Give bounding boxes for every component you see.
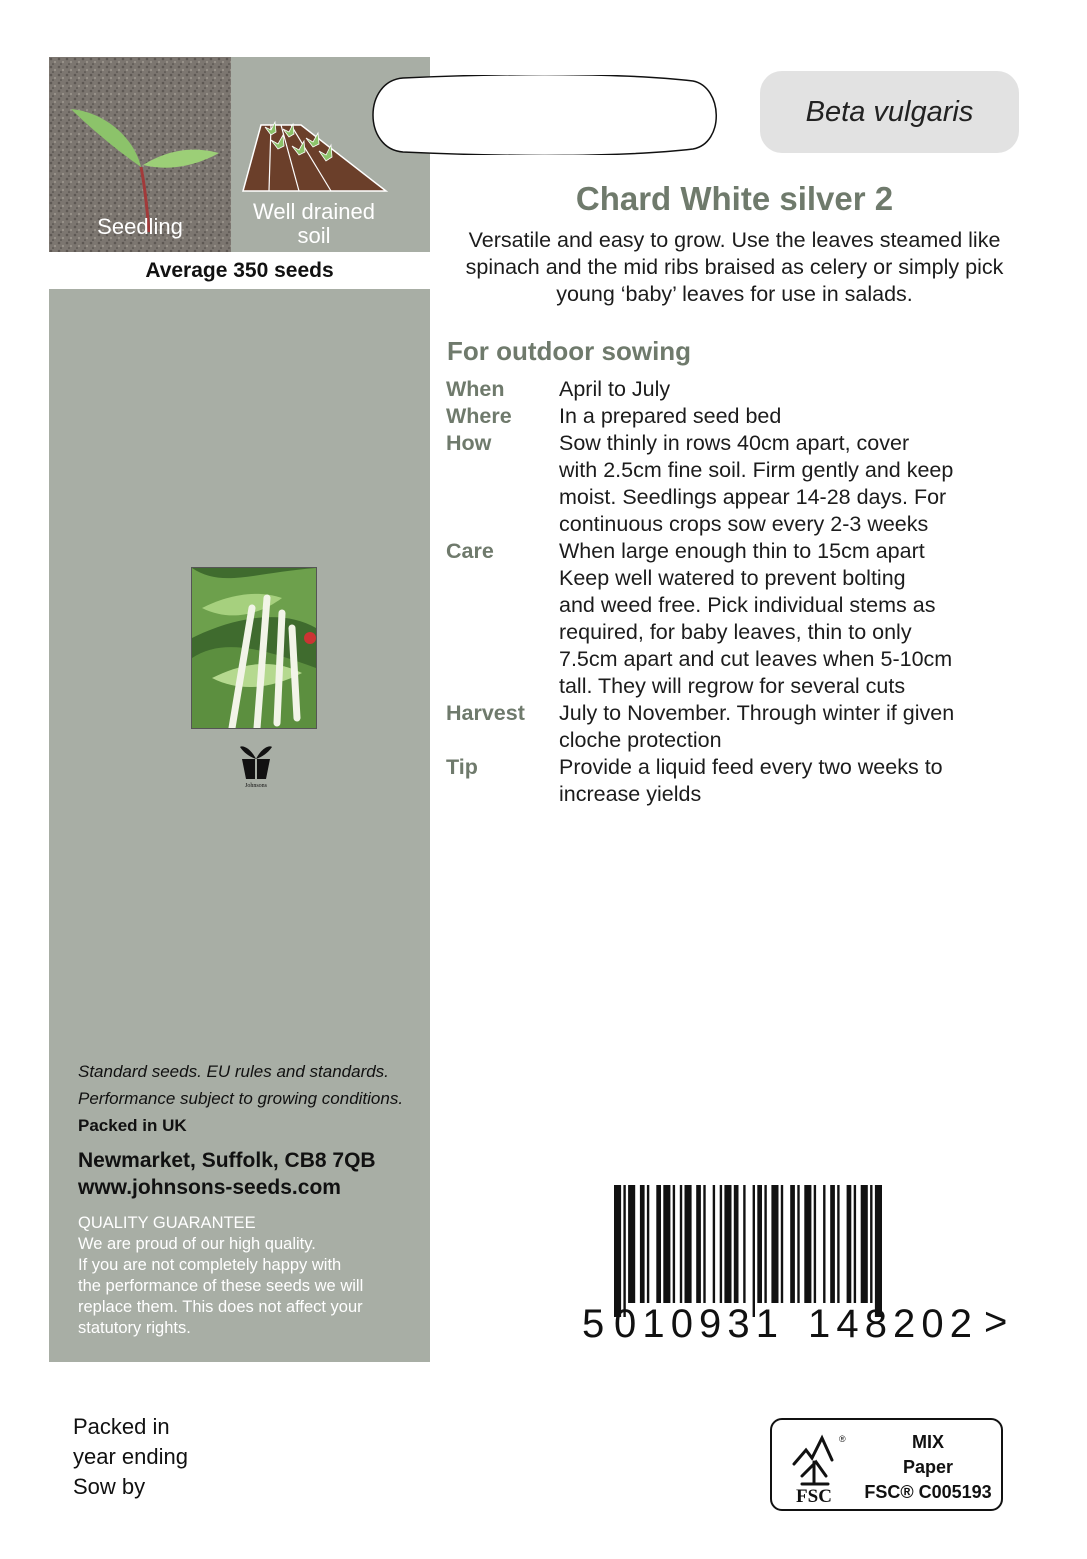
- packed-in-uk: Packed in UK: [78, 1116, 187, 1135]
- johnsons-logo: [234, 741, 278, 791]
- address-line: Newmarket, Suffolk, CB8 7QB: [78, 1149, 376, 1172]
- guarantee-line: the performance of these seeds we will: [78, 1277, 364, 1295]
- sowing-label: How: [446, 431, 492, 455]
- soil-label-line2: soil: [297, 223, 331, 248]
- sowing-label: Harvest: [446, 701, 525, 725]
- barcode-bar: [830, 1185, 835, 1303]
- product-title: Chard White silver 2: [575, 180, 894, 217]
- barcode-bar: [647, 1185, 649, 1303]
- barcode-bar: [703, 1185, 705, 1303]
- website: www.johnsons-seeds.com: [78, 1176, 341, 1199]
- barcode-bar: [753, 1185, 755, 1317]
- barcode-bar: [771, 1185, 778, 1303]
- barcode-bar: [790, 1185, 795, 1303]
- fsc-mix: MIX: [911, 1432, 944, 1452]
- barcode-bar: [734, 1185, 739, 1303]
- product-description: Versatile and easy to grow. Use the leaves steamed like spinach and the mid ribs braised as celery or simply pick young ‘baby’ leaves for use in salads.: [465, 228, 1004, 306]
- guarantee-line: If you are not completely happy with: [78, 1256, 342, 1274]
- sowing-label: When: [446, 377, 505, 401]
- legal-line-performance: Performance subject to growing conditions.: [78, 1089, 404, 1108]
- guarantee-line: We are proud of our high quality.: [78, 1235, 316, 1253]
- chard-product-photo: [191, 567, 317, 729]
- fsc-paper: Paper: [902, 1457, 954, 1477]
- sowing-label: Tip: [446, 755, 478, 779]
- sowing-value: April to July: [559, 377, 671, 401]
- barcode-first-digit: 5: [582, 1302, 605, 1345]
- barcode-bar: [875, 1185, 882, 1317]
- barcode-bar: [804, 1185, 811, 1303]
- packed-in-label: Packed in: [73, 1414, 170, 1439]
- barcode-bar: [680, 1185, 682, 1303]
- barcode-bar: [696, 1185, 701, 1303]
- latin-name: Beta vulgaris: [805, 95, 974, 128]
- soil-label-line1: Well drained: [253, 199, 375, 224]
- legal-block: [78, 1058, 423, 1201]
- sowing-label: Where: [446, 404, 512, 428]
- barcode-group-left: 010931: [614, 1302, 778, 1345]
- sowing-row-harvest: [446, 700, 1036, 754]
- fsc-logo-text: FSC: [796, 1486, 832, 1507]
- fsc-code: FSC® C005193: [864, 1482, 992, 1502]
- sowing-row-where: [446, 403, 1036, 430]
- latin-name-box: [760, 71, 1019, 153]
- barcode-bar: [724, 1185, 731, 1303]
- barcode-bar: [870, 1185, 872, 1303]
- barcode-bar: [628, 1185, 635, 1303]
- guarantee-line: replace them. This does not affect your: [78, 1298, 363, 1316]
- sowing-label: Care: [446, 539, 494, 563]
- barcode: [566, 1185, 1016, 1345]
- sowing-instructions: [446, 376, 1036, 808]
- sowing-value: Provide a liquid feed every two weeks to increase yields: [559, 755, 943, 806]
- year-ending-label: year ending: [73, 1444, 188, 1469]
- sowing-heading: For outdoor sowing: [447, 336, 692, 366]
- sowing-row-when: [446, 376, 1036, 403]
- barcode-bar: [757, 1185, 762, 1303]
- sowing-value: When large enough thin to 15cm apart Keep well watered to prevent bolting and weed free. Pick individual stems as required, for baby leaves, thin to only 7.5cm apart and cut leaves when 5-10cm tall. They will regrow for several cuts: [559, 539, 953, 698]
- barcode-bar: [614, 1185, 621, 1317]
- fsc-tree-icon: [794, 1438, 832, 1484]
- barcode-bar: [640, 1185, 645, 1303]
- packed-info: [73, 1412, 188, 1502]
- barcode-end-mark: >: [984, 1300, 1008, 1344]
- barcode-bar: [764, 1185, 766, 1303]
- sowing-row-tip: [446, 754, 1036, 808]
- sowing-value: Sow thinly in rows 40cm apart, cover with 2.5cm fine soil. Firm gently and keep moist. Seedlings appear 14-28 days. For continuous crops sow every 2-3 weeks: [559, 431, 954, 536]
- sowing-value: July to November. Through winter if given cloche protection: [559, 701, 955, 752]
- sowing-row-care: [446, 538, 1036, 700]
- barcode-bar: [854, 1185, 856, 1303]
- barcode-bar: [685, 1185, 692, 1303]
- quality-guarantee: [78, 1213, 423, 1339]
- barcode-bar: [823, 1185, 825, 1303]
- sowing-value: In a prepared seed bed: [559, 404, 782, 428]
- legal-line-standards: Standard seeds. EU rules and standards.: [78, 1062, 389, 1081]
- barcode-bar: [847, 1185, 852, 1303]
- barcode-bar: [837, 1185, 839, 1303]
- guarantee-heading: QUALITY GUARANTEE: [78, 1214, 256, 1232]
- barcode-bar: [743, 1185, 745, 1303]
- barcode-bar: [673, 1185, 675, 1303]
- guarantee-line: statutory rights.: [78, 1319, 191, 1337]
- barcode-bar: [814, 1185, 816, 1303]
- barcode-group-right: 148202: [808, 1302, 972, 1345]
- barcode-bar: [656, 1185, 661, 1303]
- svg-text:Johnsons: Johnsons: [244, 783, 268, 789]
- sowing-row-how: [446, 430, 1036, 538]
- fsc-registered-mark: ®: [839, 1434, 846, 1444]
- barcode-bar: [781, 1185, 783, 1303]
- seedling-label: Seedling: [97, 214, 183, 239]
- seed-count: Average 350 seeds: [145, 258, 334, 282]
- barcode-bar: [720, 1185, 722, 1303]
- barcode-bar: [797, 1185, 799, 1303]
- name-window: [363, 75, 723, 155]
- seed-count-bar: [49, 252, 430, 289]
- seedling-photo: [49, 57, 231, 252]
- barcode-bar: [623, 1185, 625, 1317]
- barcode-bar: [861, 1185, 868, 1303]
- sow-by-label: Sow by: [73, 1474, 146, 1499]
- barcode-bar: [663, 1185, 670, 1303]
- barcode-bars: [614, 1185, 882, 1317]
- barcode-bar: [713, 1185, 715, 1303]
- fsc-badge: [770, 1418, 1003, 1511]
